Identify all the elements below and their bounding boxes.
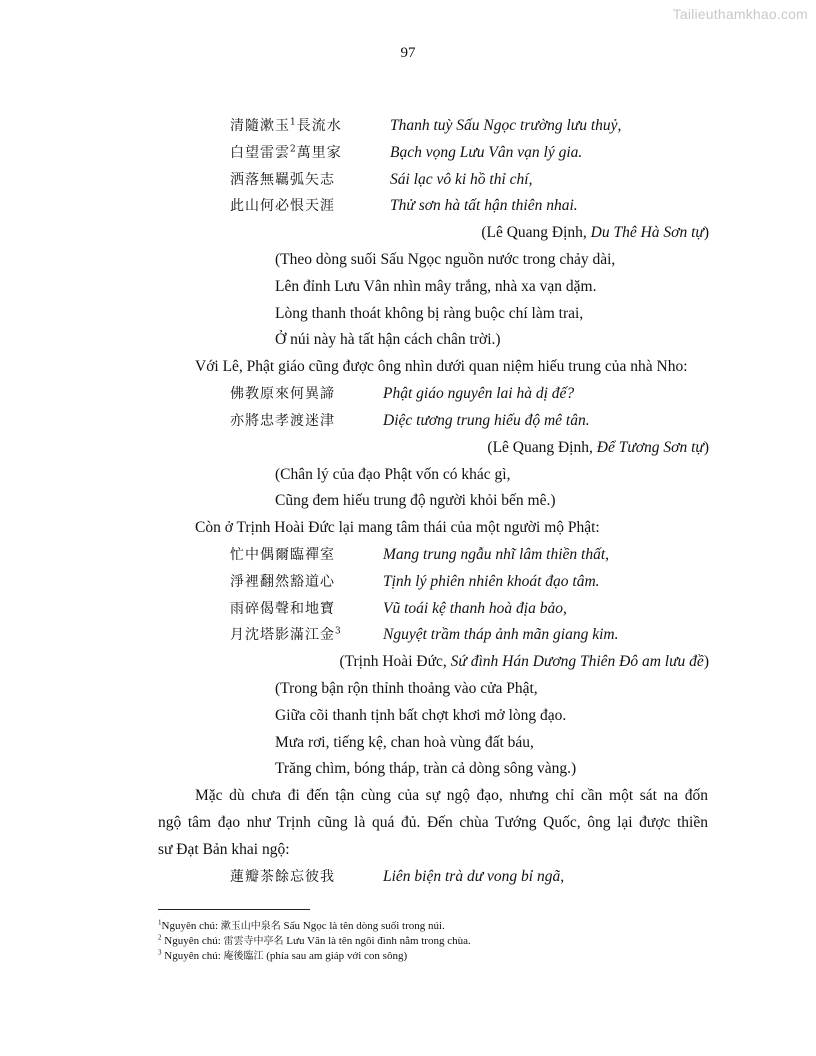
poem3-translation-line-3: Mưa rơi, tiếng kệ, chan hoà vùng đất báu, (275, 734, 534, 751)
poem1-source: (Lê Quang Định, Du Thê Hà Sơn tự) (481, 224, 709, 241)
poem2-translation-line-1: (Chân lý của đạo Phật vốn có khác gì, (275, 466, 511, 483)
poem3-viet-line-3: Vũ toái kệ thanh hoà địa bảo, (383, 600, 567, 617)
poem3-han-line-4: 月沈塔影滿江金$^3$ (230, 626, 342, 643)
poem1-translation-line-2: Lên đỉnh Lưu Vân nhìn mây trắng, nhà xa vạn dặm. (275, 278, 597, 295)
poem3-translation-line-1: (Trong bận rộn thỉnh thoảng vào cửa Phật, (275, 680, 538, 697)
poem2-source: (Lê Quang Định, Để Tương Sơn tự) (487, 439, 709, 456)
poem1-translation-line-3: Lòng thanh thoát không bị ràng buộc chí làm trai, (275, 305, 584, 322)
poem3-translation-line-4: Trăng chìm, bóng tháp, tràn cả dòng sông vàng.) (275, 760, 577, 777)
poem1-viet-line-4: Thử sơn hà tất hận thiên nhai. (390, 197, 578, 214)
footnote-2: $^2$ Nguyên chú: 雷雲寺中亭名 Lưu Vân là tên ngôi đình nằm trong chùa. (158, 933, 471, 947)
poem3-translation-line-2: Giữa cõi thanh tịnh bất chợt khơi mở lòng đạo. (275, 707, 567, 724)
watermark: Tailieuthamkhao.com (672, 6, 808, 22)
footnote-1: $^1$Nguyên chú: 漱玉山中泉名 Sấu Ngọc là tên dòng suối trong núi. (158, 918, 445, 932)
paragraph-3-line-2: ngộ tâm đạo như Trịnh cũng là quá đủ. Đến chùa Tướng Quốc, ông lại được thiền (158, 814, 708, 831)
poem1-translation-line-4: Ở núi này hà tất hận cách chân trời.) (275, 331, 501, 348)
poem3-han-line-2: 淨裡翻然豁道心 (230, 574, 335, 590)
poem1-han-line-2: 白望雷雲$^2$萬里家 (230, 144, 342, 161)
poem1-viet-line-1: Thanh tuỳ Sấu Ngọc trường lưu thuỷ, (390, 117, 622, 134)
paragraph-3-line-3: sư Đạt Bản khai ngộ: (158, 841, 290, 858)
poem1-viet-line-2: Bạch vọng Lưu Vân vạn lý gia. (390, 144, 583, 161)
poem4-han-line: 蓮瓣茶餘忘彼我 (230, 869, 335, 885)
poem1-han-line-4: 此山何必恨天涯 (230, 198, 335, 214)
poem4-viet-line: Liên biện trà dư vong bỉ ngã, (383, 868, 565, 885)
poem3-source: (Trịnh Hoài Đức, Sứ đình Hán Dương Thiên Đô am lưu đề) (339, 653, 709, 670)
poem3-viet-line-1: Mang trung ngẫu nhĩ lâm thiền thất, (383, 546, 610, 563)
paragraph-2: Còn ở Trịnh Hoài Đức lại mang tâm thái của một người mộ Phật: (195, 519, 600, 536)
poem3-viet-line-4: Nguyệt trầm tháp ảnh mãn giang kim. (383, 626, 619, 643)
poem3-han-line-1: 忙中偶爾臨禪室 (230, 547, 335, 563)
poem2-translation-line-2: Cũng đem hiếu trung độ người khỏi bến mê.) (275, 492, 556, 509)
poem2-viet-line-1: Phật giáo nguyên lai hà dị đế? (383, 385, 575, 402)
poem1-translation-line-1: (Theo dòng suối Sấu Ngọc nguồn nước trong chảy dài, (275, 251, 616, 268)
poem2-han-line-2: 亦將忠孝渡迷津 (230, 413, 335, 429)
poem1-viet-line-3: Sái lạc vô ki hồ thỉ chí, (390, 171, 533, 188)
footnote-divider (158, 909, 310, 910)
paragraph-3-line-1: Mặc dù chưa đi đến tận cùng của sự ngộ đạo, nhưng chỉ cần một sát na đốn (195, 787, 708, 804)
page-number: 97 (400, 45, 416, 61)
poem3-han-line-3: 雨碎偈聲和地寶 (230, 601, 335, 617)
poem3-viet-line-2: Tịnh lý phiên nhiên khoát đạo tâm. (383, 573, 600, 590)
poem1-han-line-3: 洒落無羈弧矢志 (230, 172, 335, 188)
footnote-3: $^3$ Nguyên chú: 庵後臨江 (phía sau am giáp với con sông) (158, 948, 408, 962)
poem2-viet-line-2: Diệc tương trung hiếu độ mê tân. (383, 412, 590, 429)
poem2-han-line-1: 佛教原來何異諦 (230, 386, 335, 402)
paragraph-1: Với Lê, Phật giáo cũng được ông nhìn dưới quan niệm hiếu trung của nhà Nho: (195, 358, 688, 375)
poem1-han-line-1: 清隨漱玉$^1$長流水 (230, 117, 342, 134)
